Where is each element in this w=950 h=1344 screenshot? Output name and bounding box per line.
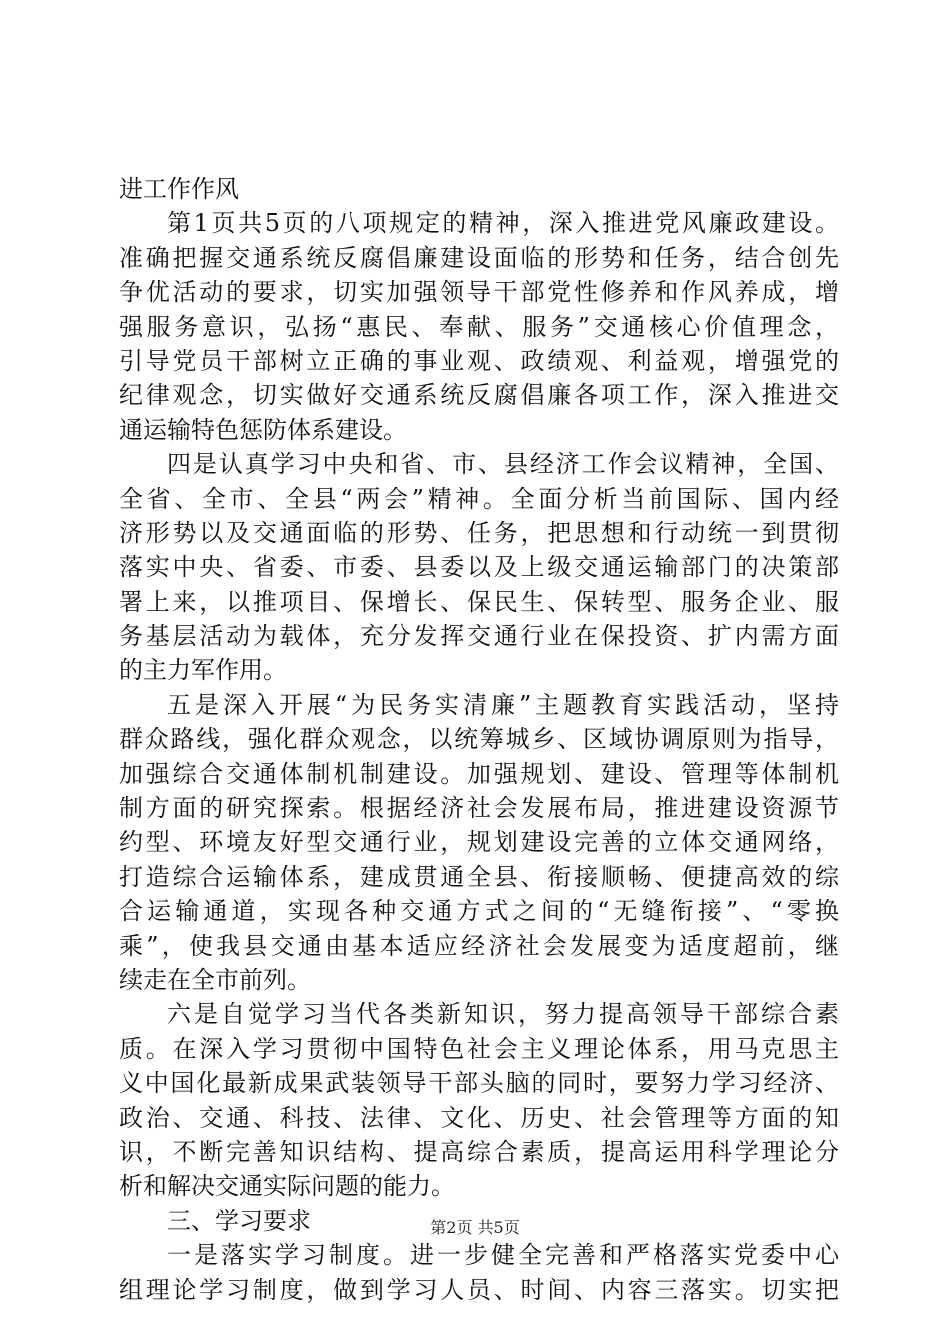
- text-line: 务基层活动为载体，充分发挥交通行业在保投资、扩内需方面: [119, 622, 839, 651]
- text-line: 落实中央、省委、市委、县委以及上级交通运输部门的决策部: [119, 553, 839, 582]
- text-line: 四是认真学习中央和省、市、县经济工作会议精神，全国、: [167, 450, 839, 479]
- text-line: 义中国化最新成果武装领导干部头脑的同时，要努力学习经济、: [119, 1069, 839, 1098]
- text-line: 识，不断完善知识结构、提高综合素质，提高运用科学理论分: [119, 1137, 839, 1166]
- document-body: [119, 172, 839, 1307]
- text-line: 三、学习要求: [167, 1206, 311, 1235]
- text-line: 政治、交通、科技、法律、文化、历史、社会管理等方面的知: [119, 1103, 839, 1132]
- text-line: 第1页共5页的八项规定的精神，深入推进党风廉政建设。: [167, 209, 839, 238]
- text-line: 续走在全市前列。: [119, 965, 311, 994]
- text-line: 全省、全市、全县“两会”精神。全面分析当前国际、国内经: [119, 484, 839, 513]
- text-line: 纪律观念，切实做好交通系统反腐倡廉各项工作，深入推进交: [119, 381, 839, 410]
- text-line: 打造综合运输体系，建成贯通全县、衔接顺畅、便捷高效的综: [119, 862, 839, 891]
- text-line: 加强综合交通体制机制建设。加强规划、建设、管理等体制机: [119, 759, 839, 788]
- text-line: 组理论学习制度，做到学习人员、时间、内容三落实。切实把: [119, 1275, 839, 1304]
- text-line: 析和解决交通实际问题的能力。: [119, 1172, 455, 1201]
- text-line: 五是深入开展“为民务实清廉”主题教育实践活动，坚持: [167, 690, 839, 719]
- text-line: 一是落实学习制度。进一步健全完善和严格落实党委中心: [167, 1241, 839, 1270]
- text-line: 署上来，以推项目、保增长、保民生、保转型、服务企业、服: [119, 587, 839, 616]
- text-line: 约型、环境友好型交通行业，规划建设完善的立体交通网络，: [119, 828, 839, 857]
- text-line: 群众路线，强化群众观念，以统筹城乡、区域协调原则为指导，: [119, 725, 839, 754]
- page-footer: 第2页 共5页: [430, 1218, 520, 1237]
- text-line: 六是自觉学习当代各类新知识，努力提高领导干部综合素: [167, 1000, 839, 1029]
- text-line: 进工作作风: [119, 175, 239, 203]
- text-line: 乘”，使我县交通由基本适应经济社会发展变为适度超前，继: [119, 931, 839, 960]
- text-line: 济形势以及交通面临的形势、任务，把思想和行动统一到贯彻: [119, 518, 839, 547]
- text-line: 引导党员干部树立正确的事业观、政绩观、利益观，增强党的: [119, 346, 839, 375]
- text-line: 准确把握交通系统反腐倡廉建设面临的形势和任务，结合创先: [119, 243, 839, 272]
- text-line: 制方面的研究探索。根据经济社会发展布局，推进建设资源节: [119, 794, 839, 823]
- text-line: 的主力军作用。: [119, 656, 287, 685]
- text-line: 争优活动的要求，切实加强领导干部党性修养和作风养成，增: [119, 278, 839, 307]
- text-line: 强服务意识，弘扬“惠民、奉献、服务”交通核心价值理念，: [119, 312, 839, 341]
- text-line: 合运输通道，实现各种交通方式之间的“无缝衔接”、“零换: [119, 897, 839, 926]
- text-line: 通运输特色惩防体系建设。: [119, 415, 407, 444]
- text-line: 质。在深入学习贯彻中国特色社会主义理论体系，用马克思主: [119, 1034, 839, 1063]
